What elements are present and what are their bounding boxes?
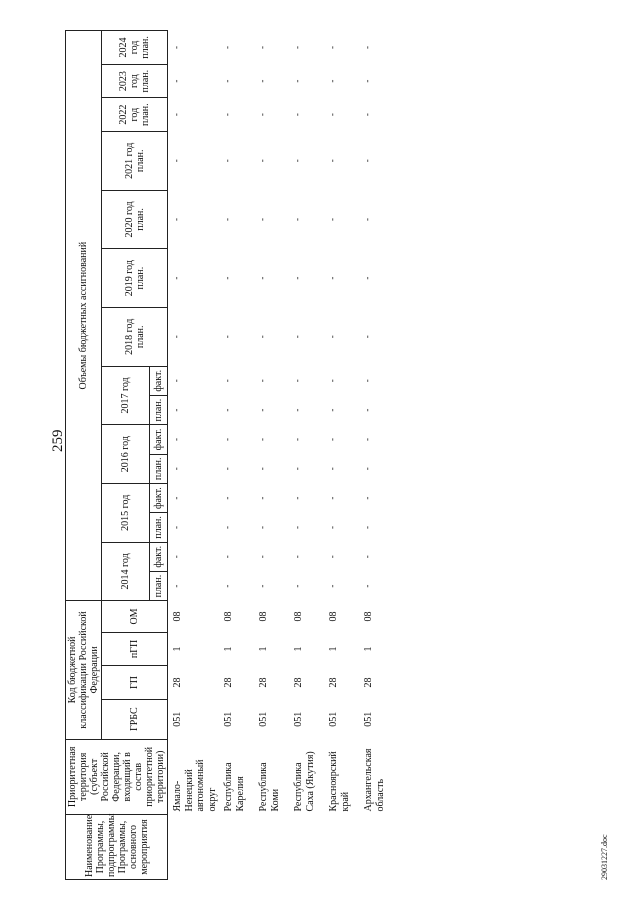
header-year-2016: 2016 год	[102, 425, 150, 484]
header-year-2021: 2021 год план.	[102, 131, 168, 190]
dash-cell: -	[222, 584, 232, 588]
header-fact: факт.	[150, 483, 168, 512]
header-pgp: пГП	[102, 632, 168, 666]
dash-cell: -	[292, 467, 302, 471]
header-fact: факт.	[150, 366, 168, 395]
dash-cell: -	[292, 79, 302, 83]
dash-cell: -	[222, 525, 232, 529]
dash-cell: -	[171, 584, 181, 588]
header-year-2024: 2024 год план.	[102, 31, 168, 65]
dash-cell: -	[327, 79, 337, 83]
dash-cell: -	[257, 276, 267, 280]
header-plan: план.	[150, 513, 168, 542]
dash-cell: -	[222, 276, 232, 280]
dash-cell: -	[171, 496, 181, 500]
dash-cell: -	[292, 408, 302, 412]
dash-cell: -	[362, 217, 372, 221]
dash-cell: -	[362, 113, 372, 117]
dash-cell: -	[257, 45, 267, 49]
grbs-cell: 051	[293, 711, 304, 727]
dash-cell: -	[171, 79, 181, 83]
header-om: ОМ	[102, 601, 168, 632]
om-cell: 08	[328, 611, 339, 622]
om-cell: 08	[363, 611, 374, 622]
dash-cell: -	[292, 379, 302, 383]
dash-cell: -	[327, 159, 337, 163]
dash-cell: -	[327, 379, 337, 383]
pgp-cell: 1	[258, 646, 269, 652]
header-year-2017: 2017 год	[102, 366, 150, 425]
dash-cell: -	[222, 79, 232, 83]
table-row	[219, 31, 254, 880]
dash-cell: -	[292, 217, 302, 221]
dash-cell: -	[362, 467, 372, 471]
grbs-cell: 051	[363, 711, 374, 727]
gp-cell: 28	[293, 677, 304, 688]
dash-cell: -	[222, 113, 232, 117]
dash-cell: -	[327, 467, 337, 471]
header-plan: план.	[150, 571, 168, 600]
pgp-cell: 1	[328, 646, 339, 652]
dash-cell: -	[292, 159, 302, 163]
dash-cell: -	[222, 379, 232, 383]
dash-cell: -	[292, 496, 302, 500]
empty-cell	[219, 815, 254, 880]
dash-cell: -	[362, 379, 372, 383]
om-cell: 08	[172, 611, 183, 622]
dash-cell: -	[257, 217, 267, 221]
dash-cell: -	[171, 467, 181, 471]
grbs-cell: 051	[328, 711, 339, 727]
grbs-cell: 051	[172, 711, 183, 727]
dash-cell: -	[292, 437, 302, 441]
dash-cell: -	[362, 555, 372, 559]
dash-cell: -	[171, 408, 181, 412]
header-plan: план.	[150, 454, 168, 483]
dash-cell: -	[327, 437, 337, 441]
pgp-cell: 1	[223, 646, 234, 652]
dash-cell: -	[327, 217, 337, 221]
dash-cell: -	[327, 525, 337, 529]
dash-cell: -	[327, 113, 337, 117]
om-cell: 08	[293, 611, 304, 622]
header-budget-code: Код бюджетной классификации Российской Федерации	[66, 601, 102, 739]
dash-cell: -	[292, 45, 302, 49]
header-fact: факт.	[150, 542, 168, 571]
dash-cell: -	[257, 379, 267, 383]
dash-cell: -	[222, 467, 232, 471]
dash-cell: -	[362, 408, 372, 412]
dash-cell: -	[292, 584, 302, 588]
dash-cell: -	[222, 555, 232, 559]
dash-cell: -	[222, 408, 232, 412]
header-year-2023: 2023 год план.	[102, 64, 168, 98]
gp-cell: 28	[258, 677, 269, 688]
dash-cell: -	[327, 584, 337, 588]
pgp-cell: 1	[293, 646, 304, 652]
table-row	[254, 31, 289, 880]
dash-cell: -	[171, 379, 181, 383]
territory-name: Красноярский край	[328, 751, 351, 812]
header-row-1	[66, 31, 102, 880]
empty-cell	[359, 815, 394, 880]
header-plan: план.	[150, 395, 168, 424]
dash-cell: -	[171, 555, 181, 559]
grbs-cell: 051	[258, 711, 269, 727]
dash-cell: -	[257, 159, 267, 163]
empty-cell	[168, 815, 220, 880]
territory-name: Ямало-Ненецкий автономный округ	[172, 759, 218, 812]
dash-cell: -	[171, 437, 181, 441]
dash-cell: -	[222, 45, 232, 49]
dash-cell: -	[327, 496, 337, 500]
gp-cell: 28	[223, 677, 234, 688]
dash-cell: -	[362, 496, 372, 500]
dash-cell: -	[362, 276, 372, 280]
dash-cell: -	[257, 584, 267, 588]
dash-cell: -	[292, 276, 302, 280]
empty-cell	[324, 815, 359, 880]
dash-cell: -	[171, 45, 181, 49]
dash-cell: -	[171, 525, 181, 529]
territory-name: Республика Саха (Якутия)	[293, 751, 316, 812]
dash-cell: -	[327, 276, 337, 280]
pgp-cell: 1	[172, 646, 183, 652]
dash-cell: -	[222, 217, 232, 221]
table-row	[289, 31, 324, 880]
table-row	[168, 31, 220, 880]
dash-cell: -	[327, 408, 337, 412]
header-year-2015: 2015 год	[102, 483, 150, 542]
dash-cell: -	[362, 159, 372, 163]
dash-cell: -	[222, 496, 232, 500]
dash-cell: -	[292, 525, 302, 529]
dash-cell: -	[171, 113, 181, 117]
dash-cell: -	[362, 45, 372, 49]
dash-cell: -	[327, 555, 337, 559]
gp-cell: 28	[363, 677, 374, 688]
dash-cell: -	[222, 335, 232, 339]
header-year-2022: 2022 год план.	[102, 98, 168, 132]
header-year-2019: 2019 год план.	[102, 249, 168, 308]
header-year-2014: 2014 год	[102, 542, 150, 601]
header-grbs: ГРБС	[102, 699, 168, 739]
table-row	[359, 31, 394, 880]
gp-cell: 28	[172, 677, 183, 688]
dash-cell: -	[292, 335, 302, 339]
budget-table	[65, 30, 394, 880]
dash-cell: -	[257, 79, 267, 83]
empty-cell	[254, 815, 289, 880]
dash-cell: -	[327, 335, 337, 339]
dash-cell: -	[362, 79, 372, 83]
dash-cell: -	[257, 437, 267, 441]
dash-cell: -	[222, 437, 232, 441]
page-number: 259	[50, 429, 66, 452]
dash-cell: -	[257, 113, 267, 117]
dash-cell: -	[171, 217, 181, 221]
empty-cell	[289, 815, 324, 880]
document-id: 29031227.doc	[600, 834, 609, 880]
dash-cell: -	[362, 525, 372, 529]
header-territory: Приоритетная территория (субъект Российской Федерации, входящий в состав приоритетной территории)	[66, 739, 168, 814]
dash-cell: -	[292, 113, 302, 117]
dash-cell: -	[222, 159, 232, 163]
header-year-2020: 2020 год план.	[102, 190, 168, 249]
dash-cell: -	[362, 437, 372, 441]
dash-cell: -	[257, 408, 267, 412]
om-cell: 08	[258, 611, 269, 622]
dash-cell: -	[171, 276, 181, 280]
dash-cell: -	[171, 335, 181, 339]
header-fact: факт.	[150, 425, 168, 454]
territory-name: Республика Коми	[258, 762, 281, 812]
territory-name: Республика Карелия	[223, 762, 246, 812]
om-cell: 08	[223, 611, 234, 622]
dash-cell: -	[362, 335, 372, 339]
header-name: Наименование Программы, подпрограммы Программы, основного мероприятия	[66, 815, 168, 880]
dash-cell: -	[257, 335, 267, 339]
dash-cell: -	[362, 584, 372, 588]
dash-cell: -	[257, 467, 267, 471]
header-volumes: Объемы бюджетных ассигнований	[66, 31, 102, 601]
dash-cell: -	[257, 525, 267, 529]
dash-cell: -	[257, 496, 267, 500]
dash-cell: -	[327, 45, 337, 49]
rotated-table-area	[65, 30, 585, 880]
dash-cell: -	[257, 555, 267, 559]
dash-cell: -	[292, 555, 302, 559]
table-row	[324, 31, 359, 880]
dash-cell: -	[171, 159, 181, 163]
header-year-2018: 2018 год план.	[102, 307, 168, 366]
header-gp: ГП	[102, 666, 168, 700]
territory-name: Архангельская область	[363, 748, 386, 812]
pgp-cell: 1	[363, 646, 374, 652]
grbs-cell: 051	[223, 711, 234, 727]
gp-cell: 28	[328, 677, 339, 688]
